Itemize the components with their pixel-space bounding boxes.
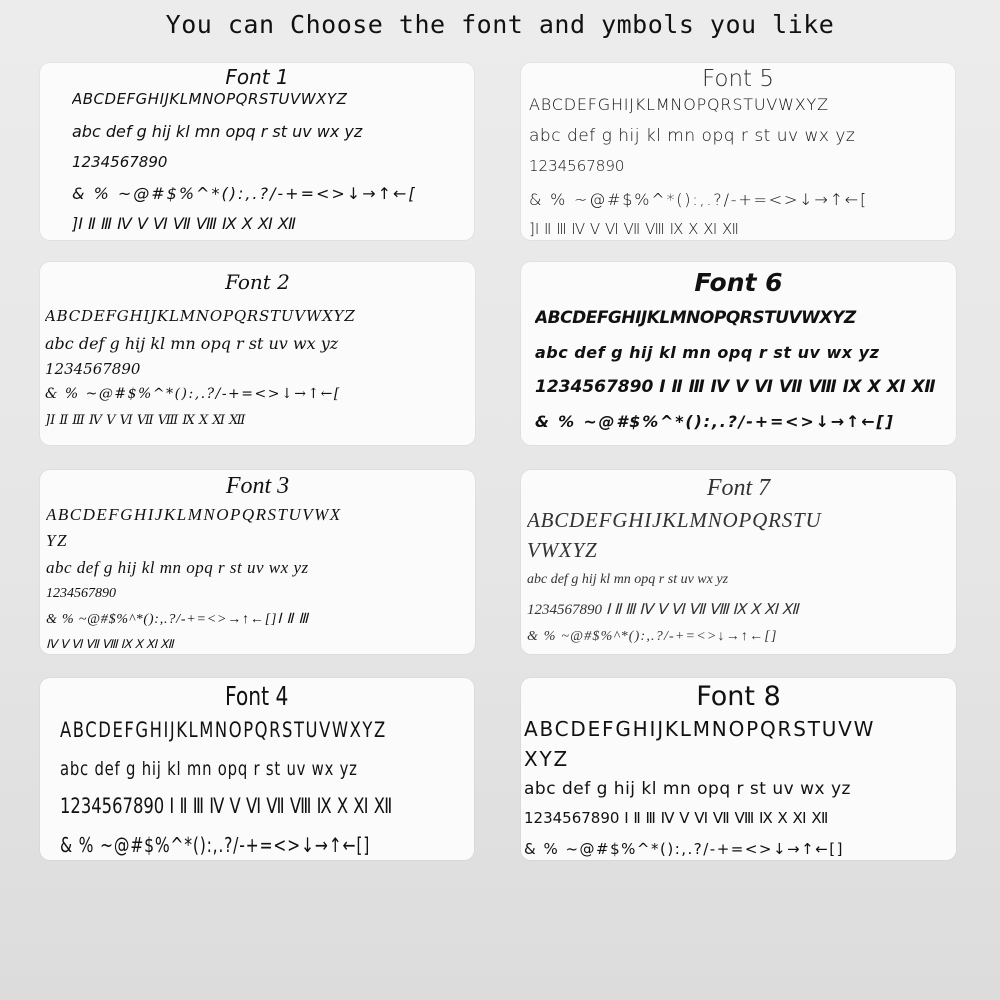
font-sample-digits: 1234567890 xyxy=(72,153,168,171)
font-sample-text: 1234567890 Ⅰ Ⅱ Ⅲ Ⅳ Ⅴ Ⅵ Ⅶ Ⅷ Ⅸ Ⅹ Ⅺ Ⅻ xyxy=(60,794,393,818)
font-card-2[interactable] xyxy=(40,262,475,445)
font-card-7[interactable] xyxy=(521,470,956,654)
font-sample-uppercase xyxy=(60,718,474,742)
font-title: Font 3 xyxy=(225,473,290,499)
font-sample-uppercase: ABCDEFGHIJKLMNOPQRSTUVW xyxy=(524,717,876,741)
font-sample-symbols: & % ~@#$%^*():,.?/-+=<>↓→↑←[ xyxy=(45,386,341,402)
font-title: Font 8 xyxy=(696,681,781,712)
font-sample-symbols: & % ~@#$%^*():,.?/-+=<>↓→↑←[] xyxy=(535,412,895,431)
font-title: Font 5 xyxy=(701,66,775,92)
font-sample-roman: ]Ⅰ Ⅱ Ⅲ Ⅳ Ⅴ Ⅵ Ⅶ Ⅷ Ⅸ Ⅹ Ⅺ Ⅻ xyxy=(45,413,246,428)
font-card-6[interactable] xyxy=(521,262,956,445)
font-sample-uppercase-cont: VWXYZ xyxy=(527,538,598,562)
font-title xyxy=(40,682,474,712)
font-sample-uppercase: ABCDEFGHIJKLMNOPQRSTU xyxy=(527,508,822,532)
font-sample-symbols: & % ~@#$%^*():,.?/-+=<>↓→↑←[ xyxy=(529,190,869,209)
font-sample-symbols: & % ~@#$%^*():,.?/-+=<>→↑←[]Ⅰ Ⅱ Ⅲ xyxy=(46,612,309,627)
font-sample-uppercase: ABCDEFGHIJKLMNOPQRSTUVWXYZ xyxy=(535,308,856,328)
font-card-5[interactable] xyxy=(521,63,955,240)
font-sample-uppercase: ABCDEFGHIJKLMNOPQRSTUVWX xyxy=(46,505,342,524)
font-sample-uppercase: ABCDEFGHIJKLMNOPQRSTUVWXYZ xyxy=(529,95,829,114)
font-sample-symbols: & % ~@#$%^*():,.?/-+=<>↓→↑←[] xyxy=(527,629,778,644)
font-sample-symbols: & % ~@#$%^*():,.?/-+=<>↓→↑←[ xyxy=(72,184,417,203)
font-card-4[interactable] xyxy=(40,678,474,860)
font-sample-digits: 1234567890 xyxy=(529,157,625,175)
font-sample-digits: 1234567890 xyxy=(45,360,141,378)
font-title: Font 1 xyxy=(225,65,289,89)
font-sample-text: & % ~@#$%^*():,.?/-+=<>↓→↑←[] xyxy=(60,833,371,857)
font-title-text: Font 4 xyxy=(225,682,289,712)
font-sample-uppercase: ABCDEFGHIJKLMNOPQRSTUVWXYZ xyxy=(72,90,348,108)
font-sample-symbols xyxy=(60,833,474,857)
font-sample-lowercase: abc def g hij kl mn opq r st uv wx yz xyxy=(524,779,851,799)
font-sample-roman: Ⅳ Ⅴ Ⅵ Ⅶ Ⅷ Ⅸ Ⅹ Ⅺ Ⅻ xyxy=(46,637,174,651)
font-card-8[interactable] xyxy=(521,678,956,860)
page-headline: You can Choose the font and ymbols you like xyxy=(165,10,835,39)
font-sample-text: abc def g hij kl mn opq r st uv wx yz xyxy=(60,758,358,780)
font-sample-text: ABCDEFGHIJKLMNOPQRSTUVWXYZ xyxy=(60,718,387,742)
font-title: Font 2 xyxy=(225,270,290,294)
font-sample-digits: 1234567890 xyxy=(46,586,116,601)
font-title: Font 6 xyxy=(694,268,783,297)
font-sample-roman: ]Ⅰ Ⅱ Ⅲ Ⅳ Ⅴ Ⅵ Ⅶ Ⅷ Ⅸ Ⅹ Ⅺ Ⅻ xyxy=(72,214,296,233)
font-card-3[interactable] xyxy=(40,470,475,654)
font-sample-uppercase-cont: XYZ xyxy=(524,747,570,771)
font-sample-lowercase: abc def g hij kl mn opq r st uv wx yz xyxy=(529,126,856,146)
font-sample-digits-roman: 1234567890 Ⅰ Ⅱ Ⅲ Ⅳ Ⅴ Ⅵ Ⅶ Ⅷ Ⅸ Ⅹ Ⅺ Ⅻ xyxy=(524,809,829,827)
font-sample-symbols: & % ~@#$%^*():,.?/-+=<>↓→↑←[] xyxy=(524,840,844,858)
font-sample-digits-roman xyxy=(60,794,474,818)
font-card-1[interactable] xyxy=(40,63,474,240)
font-sample-digits-roman: 1234567890 Ⅰ Ⅱ Ⅲ Ⅳ Ⅴ Ⅵ Ⅶ Ⅷ Ⅸ Ⅹ Ⅺ Ⅻ xyxy=(535,377,936,397)
font-sample-roman: ]Ⅰ Ⅱ Ⅲ Ⅳ Ⅴ Ⅵ Ⅶ Ⅷ Ⅸ Ⅹ Ⅺ Ⅻ xyxy=(529,220,739,238)
font-sample-lowercase: abc def g hij kl mn opq r st uv wx yz xyxy=(535,343,880,362)
font-sample-lowercase: abc def g hij kl mn opq r st uv wx yz xyxy=(45,334,339,353)
font-sample-lowercase: abc def g hij kl mn opq r st uv wx yz xyxy=(72,122,363,141)
font-sample-digits-roman: 1234567890 Ⅰ Ⅱ Ⅲ Ⅳ Ⅴ Ⅵ Ⅶ Ⅷ Ⅸ Ⅹ Ⅺ Ⅻ xyxy=(527,602,799,618)
font-sample-lowercase: abc def g hij kl mn opq r st uv wx yz xyxy=(527,572,729,587)
font-sample-lowercase: abc def g hij kl mn opq r st uv wx yz xyxy=(46,558,309,577)
font-title: Font 7 xyxy=(706,475,771,501)
font-sample-uppercase-cont: YZ xyxy=(46,531,68,550)
font-sample-lowercase xyxy=(60,758,474,780)
font-sample-uppercase: ABCDEFGHIJKLMNOPQRSTUVWXYZ xyxy=(45,307,356,325)
